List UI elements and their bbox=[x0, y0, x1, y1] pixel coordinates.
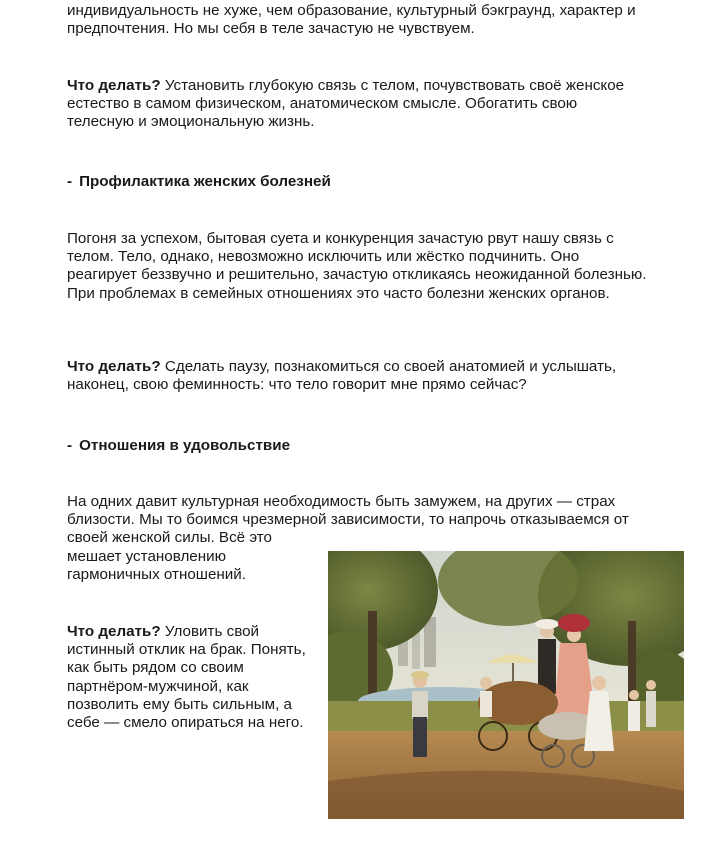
todo-label: Что делать? bbox=[67, 358, 161, 375]
heading-title: Профилактика женских болезней bbox=[79, 173, 331, 190]
section-heading-disease-prevention bbox=[67, 173, 331, 191]
section-heading-relationships bbox=[67, 437, 290, 455]
todo-label: Что делать? bbox=[67, 623, 161, 640]
todo-text: Уловить свой истинный отклик на брак. Понять, как быть рядом со своим партнёром-мужчиной, как позволить ему быть сильным, а себе — смело опираться на него. bbox=[67, 623, 306, 732]
todo-paragraph-2 bbox=[67, 358, 647, 394]
disease-paragraph: Погоня за успехом, бытовая суета и конкуренция зачастую рвут нашу связь с телом. Тело, однако, невозможно исключить или жёстко подчинить. Оно реагирует беззвучно и решительно, зачастую откликаясь неожиданной болезнью. При проблемах в семейных отношениях это часто болезни женских органов. bbox=[67, 230, 647, 302]
park-scene-painting bbox=[328, 551, 684, 819]
intro-paragraph: индивидуальность не хуже, чем образование, культурный бэкграунд, характер и предпочтения. Но мы себя в теле зачастую не чувствуем. bbox=[67, 2, 636, 38]
relationships-paragraph-continued: мешает установлению гармоничных отношений. bbox=[67, 548, 246, 584]
heading-dash: - bbox=[67, 437, 73, 454]
todo-text: Установить глубокую связь с телом, почувствовать своё женское естество в самом физическом, анатомическом смысле. Обогатить свою телесную и эмоциональную жизнь. bbox=[67, 77, 625, 131]
todo-label: Что делать? bbox=[67, 77, 161, 94]
heading-dash: - bbox=[67, 173, 73, 190]
relationships-paragraph: На одних давит культурная необходимость быть замужем, на других — страх близости. Мы то боимся чрезмерной зависимости, то напрочь отказываемся от своей женской силы. Всё это bbox=[67, 493, 629, 547]
todo-paragraph-3 bbox=[67, 623, 317, 732]
heading-title: Отношения в удовольствие bbox=[79, 437, 291, 454]
todo-paragraph-1 bbox=[67, 77, 647, 132]
todo-text: Сделать паузу, познакомиться со своей анатомией и услышать, наконец, свою феминность: что тело говорит мне прямо сейчас? bbox=[67, 358, 617, 394]
